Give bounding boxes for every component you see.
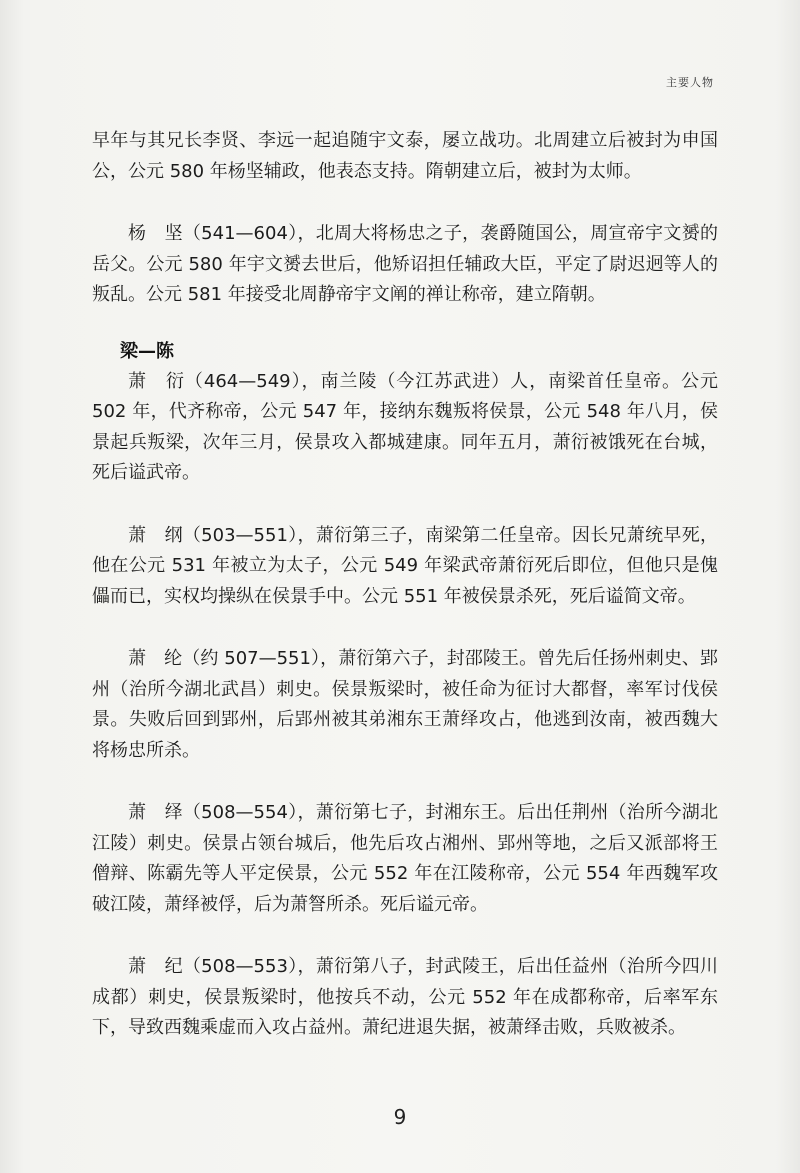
paragraph-xiao-lun: 萧 纶（约 507—551），萧衍第六子，封邵陵王。曾先后任扬州刺史、郢州（治所今湖北武昌）刺史。侯景叛梁时，被任命为征讨大都督，率军讨伐侯景。失败后回到郢州，后郢州被其弟湘东王萧绎攻占，他逃到汝南，被西魏大将杨忠所杀。 [92, 648, 718, 761]
paragraph-continued: 早年与其兄长李贤、李远一起追随宇文泰，屡立战功。北周建立后被封为申国公，公元 580 年杨坚辅政，他表态支持。隋朝建立后，被封为太师。 [92, 130, 718, 182]
paragraph-xiao-yan: 萧 衍（464—549），南兰陵（今江苏武进）人，南梁首任皇帝。公元 502 年，代齐称帝，公元 547 年，接纳东魏叛将侯景，公元 548 年八月，侯景起兵叛梁，次年三月，侯景攻入都城建康。同年五月，萧衍被饿死在台城，死后谥武帝。 [92, 370, 718, 483]
paragraph-xiao-yi: 萧 绎（508—554），萧衍第七子，封湘东王。后出任荆州（治所今湖北江陵）刺史。侯景占领台城后，他先后攻占湘州、郢州等地，之后又派部将王僧辩、陈霸先等人平定侯景，公元 552 年在江陵称帝，公元 554 年西魏军攻破江陵，萧绎被俘，后为萧詧所杀。死后谥元帝。 [92, 802, 718, 915]
paragraph-yang-jian: 杨 坚（541—604），北周大将杨忠之子，袭爵随国公，周宣帝宇文赟的岳父。公元 580 年宇文赟去世后，他矫诏担任辅政大臣，平定了尉迟迥等人的叛乱。公元 581 年接受北周静帝宇文阐的禅让称帝，建立隋朝。 [92, 223, 718, 305]
page-body [92, 126, 718, 1044]
page-number: 9 [393, 1105, 407, 1129]
paragraph-xiao-ji: 萧 纪（508—553），萧衍第八子，封武陵王，后出任益州（治所今四川成都）刺史，侯景叛梁时，他按兵不动，公元 552 年在成都称帝，后率军东下，导致西魏乘虚而入攻占益州。萧纪进退失据，被萧绎击败，兵败被杀。 [92, 956, 718, 1038]
running-header: 主要人物 [666, 76, 714, 89]
paragraph-xiao-gang: 萧 纲（503—551），萧衍第三子，南梁第二任皇帝。因长兄萧统早死，他在公元 531 年被立为太子，公元 549 年梁武帝萧衍死后即位，但他只是傀儡而已，实权均操纵在侯景手中。公元 551 年被侯景杀死，死后谥简文帝。 [92, 524, 718, 607]
section-heading: 梁—陈 [120, 340, 174, 362]
